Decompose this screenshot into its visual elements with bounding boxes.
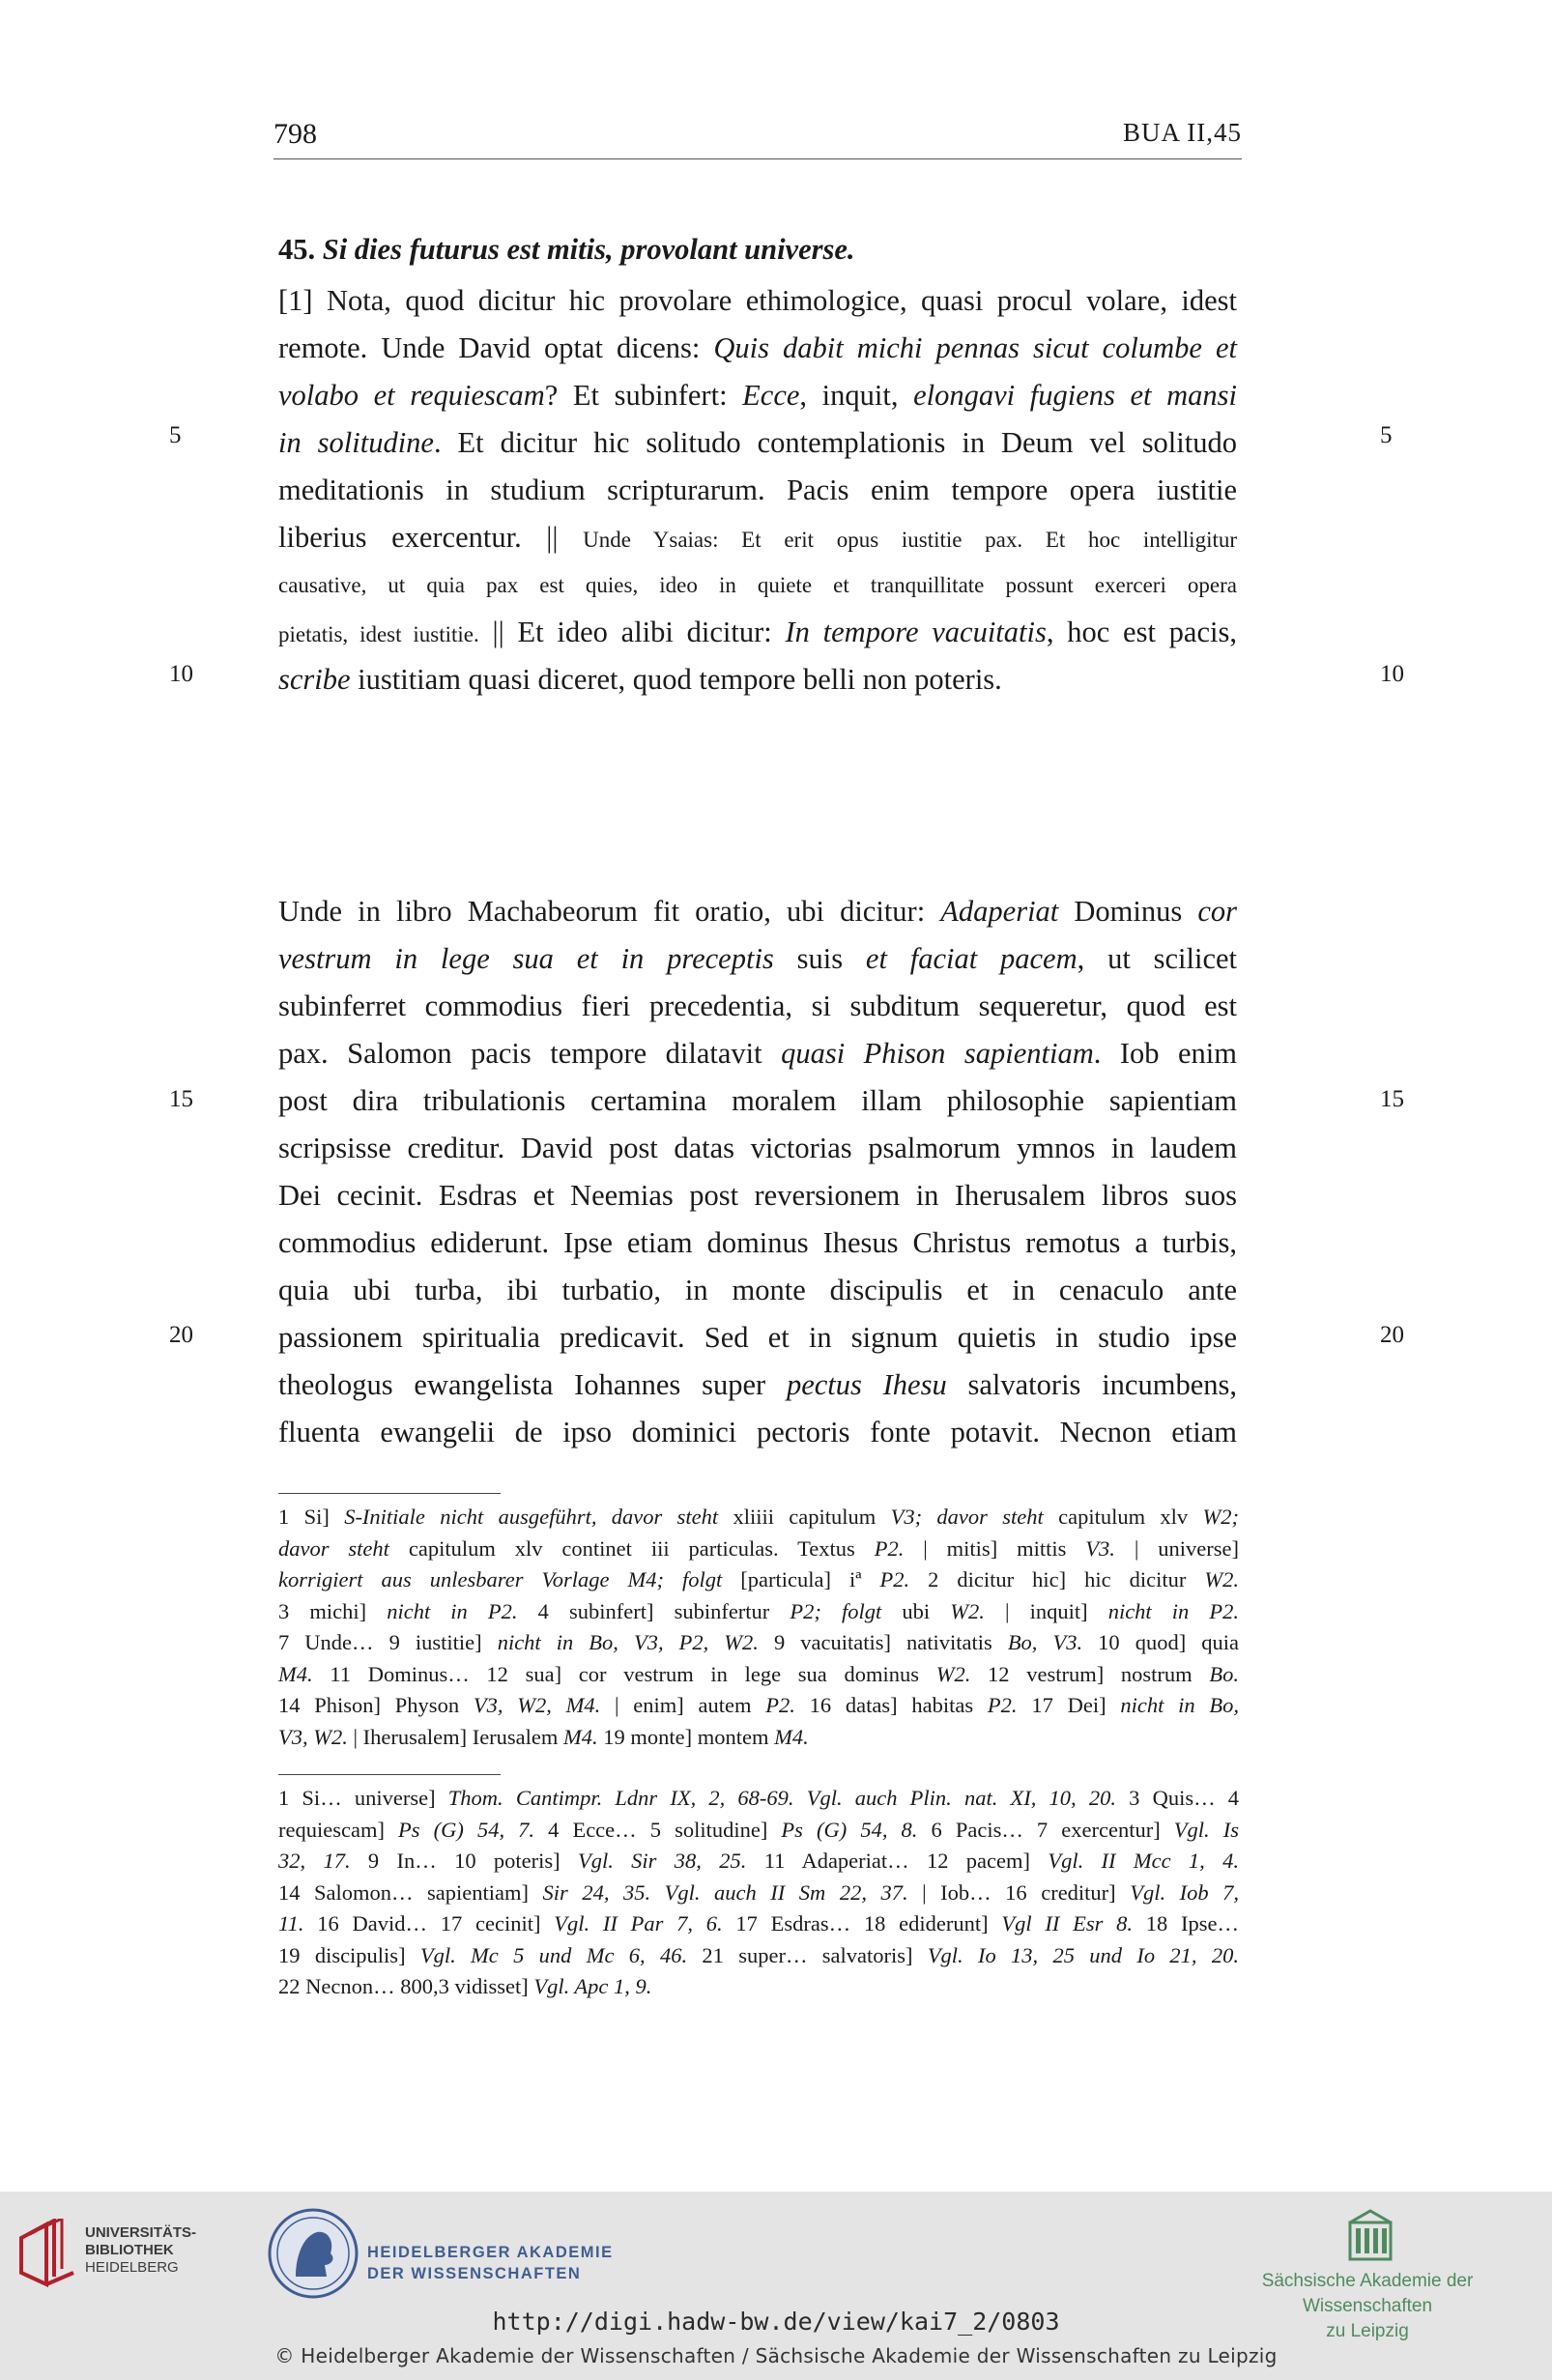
text-line: post dira tribulationis certamina moralem illam philosophie sapientiam [278, 1084, 1237, 1117]
text-line: [1] Nota, quod dicitur hic provolare ethimologice, quasi procul volare, idest [278, 284, 1237, 317]
ub-heidelberg-logo[interactable] [17, 2211, 211, 2298]
text-line: Unde in libro Machabeorum fit oratio, ubi dicitur: Adaperiat Dominus cor [278, 895, 1237, 928]
text-line: volabo et requiescam? Et subinfert: Ecce, inquit, elongavi fugiens et mansi [278, 379, 1237, 412]
source-line: 11. 16 David… 17 cecinit] Vgl. II Par 7, 6. 17 Esdras… 18 ediderunt] Vgl II Esr 8. 18 Ipse… [278, 1911, 1239, 1936]
digitization-footer [0, 2192, 1552, 2380]
running-title: BUA II,45 [1123, 118, 1242, 147]
text-line: causative, ut quia pax est quies, ideo in quiete et tranquillitate possunt exerceri opera [278, 573, 1237, 597]
line-number-left-5: 5 [169, 422, 182, 448]
line-number-left-20: 20 [169, 1322, 193, 1348]
line-number-left-15: 15 [169, 1086, 193, 1112]
text-line: meditationis in studium scripturarum. Pacis enim tempore opera iustitie [278, 473, 1237, 506]
apparatus-line: 3 michi] nicht in P2. 4 subinfert] subinfertur P2; folgt ubi W2. | inquit] nicht in P2. [278, 1598, 1240, 1623]
page-header [273, 114, 1242, 159]
text-line: fluenta ewangelii de ipso dominici pectoris fonte potavit. Necnon etiam [278, 1416, 1237, 1448]
line-number-right-15: 15 [1380, 1086, 1404, 1112]
apparatus-line: 7 Unde… 9 iustitie] nicht in Bo, V3, P2, W2. 9 vacuitatis] nativitatis Bo, V3. 10 quod] quia [278, 1630, 1239, 1654]
apparatus-line: V3, W2. | Iherusalem] Ierusalem M4. 19 monte] montem M4. [278, 1724, 809, 1749]
source-line: 22 Necnon… 800,3 vidisset] Vgl. Apc 1, 9. [278, 1974, 652, 1998]
critical-apparatus [278, 1502, 1239, 1753]
ub-logo-text: UNIVERSITÄTS- BIBLIOTHEK HEIDELBERG [85, 2224, 197, 2276]
apparatus-line: M4. 11 Dominus… 12 sua] cor vestrum in lege sua dominus W2. 12 vestrum] nostrum Bo. [278, 1661, 1239, 1686]
source-line: 19 discipulis] Vgl. Mc 5 und Mc 6, 46. 21 super… salvatoris] Vgl. Io 13, 25 und Io 21, 20. [278, 1942, 1239, 1967]
source-line: requiescam] Ps (G) 54, 7. 4 Ecce… 5 solitudine] Ps (G) 54, 8. 6 Pacis… 7 exercentur] Vgl. Is [278, 1817, 1239, 1842]
saw-logo-text: Sächsische Akademie der Wissenschaften zu Leipzig [1261, 2271, 1474, 2341]
text-line: scribe iustitiam quasi diceret, quod tempore belli non poteris. [278, 663, 1002, 696]
ub-book-icon [17, 2219, 77, 2290]
line-number-left-10: 10 [169, 661, 193, 687]
source-line: 14 Salomon… sapientiam] Sir 24, 35. Vgl. auch II Sm 22, 37. | Iob… 16 creditur] Vgl. Iob 7, [278, 1879, 1239, 1905]
text-block-1 [278, 221, 1237, 703]
text-line: commodius ediderunt. Ipse etiam dominus Ihesus Christus remotus a turbis, [278, 1226, 1237, 1259]
text-line: pietatis, idest iustitie. || Et ideo alibi dicitur: In tempore vacuitatis, hoc est pacis, [278, 616, 1237, 648]
hadw-logo-text: HEIDELBERGER AKADEMIE DER WISSENSCHAFTEN [367, 2244, 614, 2282]
apparatus-line: korrigiert aus unlesbarer Vorlage M4; folgt [particula] iª P2. 2 dicitur hic] hic dicitur W2. [278, 1567, 1239, 1591]
text-line: vestrum in lege sua et in preceptis suis et faciat pacem, ut scilicet [278, 942, 1237, 975]
text-line: liberius exercentur. || Unde Ysaias: Et erit opus iustitie pax. Et hoc intelligitur [278, 521, 1238, 554]
saw-building-icon [1348, 2209, 1393, 2261]
section-title: 45. Si dies futurus est mitis, provolant universe. [278, 233, 855, 266]
text-line: passionem spiritualia predicavit. Sed et in signum quietis in studio ipse [278, 1321, 1237, 1354]
text-block-2 [278, 888, 1237, 1456]
source-line: 1 Si… universe] Thom. Cantimpr. Ldnr IX, 2, 68-69. Vgl. auch Plin. nat. XI, 10, 20. 3 Quis… 4 [278, 1786, 1240, 1810]
hadw-seal-icon [267, 2207, 359, 2300]
source-apparatus [278, 1783, 1239, 2003]
line-number-right-5: 5 [1380, 422, 1393, 448]
permalink[interactable]: http://digi.hadw-bw.de/view/kai7_2/0803 [492, 2308, 1060, 2336]
text-line: remote. Unde David optat dicens: Quis dabit michi pennas sicut columbe et [278, 331, 1237, 364]
sources-rule [278, 1774, 501, 1775]
text-line: pax. Salomon pacis tempore dilatavit quasi Phison sapientiam. Iob enim [278, 1037, 1237, 1070]
text-line: in solitudine. Et dicitur hic solitudo contemplationis in Deum vel solitudo [278, 426, 1237, 459]
text-line: theologus ewangelista Iohannes super pectus Ihesu salvatoris incumbens, [278, 1368, 1237, 1401]
text-line: quia ubi turba, ibi turbatio, in monte discipulis et in cenaculo ante [278, 1274, 1237, 1306]
hadw-logo[interactable] [267, 2207, 634, 2304]
page-number: 798 [273, 118, 317, 150]
apparatus-line: davor steht capitulum xlv continet iii particulas. Textus P2. | mitis] mittis V3. | universe] [278, 1535, 1239, 1561]
line-number-right-20: 20 [1380, 1322, 1404, 1348]
line-number-right-10: 10 [1380, 661, 1404, 687]
source-line: 32, 17. 9 In… 10 poteris] Vgl. Sir 38, 25. 11 Adaperiat… 12 pacem] Vgl. II Mcc 1, 4. [278, 1849, 1240, 1873]
apparatus-rule [278, 1493, 501, 1494]
apparatus-line: 1 Si] S-Initiale nicht ausgeführt, davor steht xliiii capitulum V3; davor steht capitulum xlv W2; [278, 1505, 1239, 1529]
text-line: scripsisse creditur. David post datas victorias psalmorum ymnos in laudem [278, 1132, 1237, 1164]
apparatus-line: 14 Phison] Physon V3, W2, M4. | enim] autem P2. 16 datas] habitas P2. 17 Dei] nicht in Bo, [278, 1693, 1239, 1717]
copyright-notice: © Heidelberger Akademie der Wissenschaften / Sächsische Akademie der Wissenschaften zu Leipzig [274, 2344, 1278, 2367]
text-line: Dei cecinit. Esdras et Neemias post reversionem in Iherusalem libros suos [278, 1179, 1237, 1212]
text-line: subinferret commodius fieri precedentia, si subditum sequeretur, quod est [278, 989, 1237, 1022]
